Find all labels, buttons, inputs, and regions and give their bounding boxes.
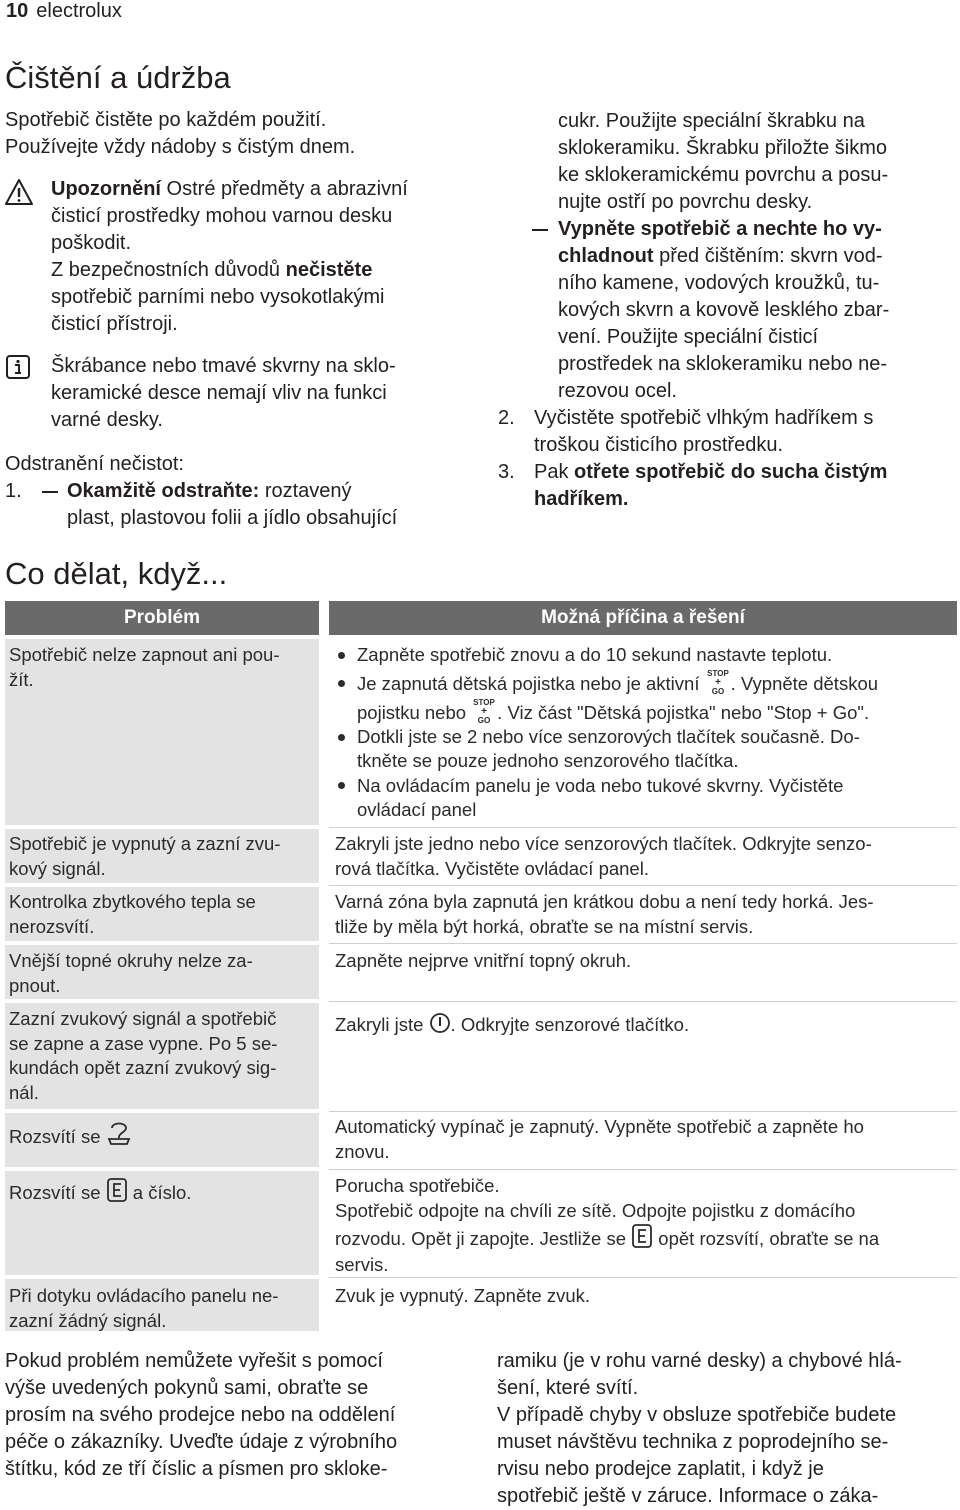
info-text: varné desky. [51,409,163,431]
solution-line: Porucha spotřebiče. [335,1175,500,1196]
problem-line: žít. [9,668,34,690]
solution-line: Je zapnutá dětská pojistka nebo je aktivní [357,672,705,694]
footer-line: prosím na svého prodejce nebo na oddělení [5,1404,396,1426]
step-1-emphasis: Vypněte spotřebič a nechte ho vy- [558,218,882,240]
problem-line: pnout. [9,974,61,996]
warning-label: Upozornění [51,178,161,200]
step-1-continued [558,108,889,405]
warning-note [51,176,408,338]
step-1-line: plast, plastovou folii a jídlo obsahující [67,507,398,529]
row-divider [329,827,957,828]
step-2-line: troškou čisticího prostředku. [534,434,783,456]
problem-line: nerozsvítí. [9,915,95,937]
info-icon [6,355,30,379]
power-icon [429,1011,451,1035]
problem-line: Spotřebič nelze zapnout ani pou- [9,644,280,665]
problem-line: zazní žádný signál. [9,1309,167,1331]
error-e-icon [631,1223,653,1249]
step-1-line: prostředek na sklokeramiku nebo ne- [558,353,888,375]
problem-line: Kontrolka zbytkového tepla se [9,891,256,912]
step-3-emphasis: hadříkem. [534,488,629,510]
step-1-text [67,478,397,532]
solution-cell [335,890,874,939]
solution-line: Spotřebič odpojte na chvíli ze sítě. Odpojte pojistku z domácího [335,1199,856,1221]
stop-go-icon [705,668,731,696]
solution-cell [335,1115,864,1164]
step-1-line: před čištěním: skvrn vod- [653,245,883,267]
section-title-cleaning: Čištění a údržba [5,60,231,95]
auto-off-display-icon [106,1119,132,1147]
brand-name: electrolux [36,0,122,22]
footer-line: V případě chyby v obsluze spotřebiče budete [497,1404,897,1426]
solution-line: Zapněte spotřebič znovu a do 10 sekund nastavte teplotu. [357,644,833,665]
solution-line: Varná zóna byla zapnutá jen krátkou dobu a není tedy horká. Jes- [335,891,874,912]
step-3-number: 3. [498,461,515,483]
stop-go-icon [471,697,497,725]
problem-line: Rozsvítí se [9,1182,106,1203]
solution-line: tkněte se pouze jednoho senzorového tlačítka. [357,750,739,771]
solution-cell [335,949,631,974]
footer-right-text [497,1348,902,1510]
solution-line: . Odkryjte senzorové tlačítko. [450,1014,690,1035]
warning-emphasis: nečistěte [285,259,373,281]
step-1-emphasis: Okamžitě odstraňte: [67,480,260,502]
warning-icon [4,178,34,206]
solution-line: opět rozsvítí, obraťte se na [653,1228,880,1249]
problem-line: Vnější topné okruhy nelze za- [9,950,253,971]
solution-line: Na ovládacím panelu je voda nebo tukové skvrny. Vyčistěte [357,774,844,796]
solution-line: Zapněte nejprve vnitřní topný okruh. [335,950,632,971]
solution-line: pojistku nebo [357,701,472,723]
footer-line: štítku, kód ze tří číslic a písmen pro skloke- [5,1458,388,1480]
info-text: keramické desce nemají vliv na funkci [51,382,387,404]
section-title-troubleshooting: Co dělat, když... [5,556,228,591]
solution-cell [357,643,957,823]
warning-text: poškodit. [51,232,132,254]
problem-cell [9,890,256,939]
step-1-line: vení. Použijte speciální čisticí [558,326,819,348]
page-number: 10 [6,0,29,22]
cleaning-intro [5,107,355,161]
solution-line: Zakryli jste [335,1014,429,1035]
warning-text: spotřebič parními nebo vysokotlakými [51,286,385,308]
step-1-line: nujte ostří po povrchu desky. [558,191,813,213]
step-1-line: roztavený [259,480,352,502]
stop-go-bottom: GO [711,686,724,696]
info-note [51,353,396,434]
warning-text: Z bezpečnostních důvodů [51,259,286,281]
step-2-line: Vyčistěte spotřebič vlhkým hadříkem s [534,407,874,429]
solution-line: . Viz část "Dětská pojistka" nebo "Stop + Go". [497,701,870,723]
error-e-icon [106,1177,128,1203]
footer-left-text [5,1348,397,1483]
step-2-number: 2. [498,407,515,429]
dash-bullet [42,491,58,493]
problem-line: nál. [9,1081,39,1103]
step-1-line: rezovou ocel. [558,380,677,402]
column-header-solution: Možná příčina a řešení [329,601,957,635]
problem-line: Při dotyku ovládacího panelu ne- [9,1285,279,1306]
stop-go-top: STOP [706,668,729,678]
solution-line: Zakryli jste jedno nebo více senzorových tlačítek. Odkryjte senzo- [335,833,872,854]
footer-line: šení, které svítí. [497,1377,639,1399]
step-1-line: ke sklokeramickému povrchu a posu- [558,164,889,186]
problem-cell [9,643,280,692]
step-1-line: ního kamene, vodových kroužků, tu- [558,272,880,294]
intro-line: Používejte vždy nádoby s čistým dnem. [5,136,356,158]
bullet [338,782,345,789]
solution-line: Dotkli jste se 2 nebo více senzorových tlačítek současně. Do- [357,725,860,747]
step-1-line: cukr. Použijte speciální škrabku na [558,110,865,132]
row-divider [329,885,957,886]
problem-cell [9,949,253,998]
removal-heading: Odstranění nečistot: [5,453,184,475]
solution-line: znovu. [335,1140,390,1162]
stop-go-plus: + [481,705,488,717]
row-divider [329,1111,957,1112]
step-3-line: Pak [534,461,575,483]
problem-line: se zapne a zase vypne. Po 5 se- [9,1032,278,1054]
solution-line: rová tlačítka. Vyčistěte ovládací panel. [335,857,649,879]
intro-line: Spotřebič čistěte po každém použití. [5,109,327,131]
bullet [338,734,345,741]
dash-bullet [532,229,548,231]
solution-line: servis. [335,1254,389,1275]
bullet [338,680,345,687]
stop-go-plus: + [714,676,721,688]
step-1-line: kových skvrn a kovově lesklého zbar- [558,299,890,321]
problem-cell [9,1007,277,1105]
problem-line: a číslo. [127,1182,192,1203]
solution-line: Zvuk je vypnutý. Zapněte zvuk. [335,1285,591,1306]
step-1-emphasis: chladnout [558,245,654,267]
page-header [6,0,122,23]
solution-cell [335,832,872,881]
footer-line: spotřebič ještě v záruce. Informace o záka- [497,1485,879,1507]
problem-line: Spotřebič je vypnutý a zazní zvu- [9,833,281,854]
step-3-text [534,459,887,513]
footer-line: rvisu nebo prodejce zaplatit, i když je [497,1458,824,1480]
solution-line: rozvodu. Opět ji zapojte. Jestliže se [335,1228,632,1249]
warning-text: Ostré předměty a abrazivní [161,178,408,200]
solution-line: tliže by měla být horká, obraťte se na místní servis. [335,915,754,937]
problem-cell [9,1284,278,1333]
problem-line: Zazní zvukový signál a spotřebič [9,1008,277,1029]
footer-line: ramiku (je v rohu varné desky) a chybové hlá- [497,1350,902,1372]
solution-cell [335,1174,955,1278]
warning-text: čisticí přístroji. [51,313,178,335]
bullet [338,652,345,659]
problem-cell [9,1177,191,1206]
solution-line: . Vypněte dětskou [730,672,879,694]
problem-cell [9,832,280,881]
step-1-number: 1. [5,480,22,502]
step-1-line: sklokeramiku. Škrabku přiložte šikmo [558,137,887,159]
warning-text: čisticí prostředky mohou varnou desku [51,205,393,227]
problem-line: Rozsvítí se [9,1126,106,1147]
solution-cell [335,1284,590,1309]
step-2-text [534,405,873,459]
solution-line: Automatický vypínač je zapnutý. Vypněte spotřebič a zapněte ho [335,1116,864,1137]
stop-go-top: STOP [473,697,495,707]
footer-line: výše uvedených pokynů sami, obraťte se [5,1377,369,1399]
solution-line: ovládací panel [357,799,477,820]
problem-line: kundách opět zazní zvukový sig- [9,1057,277,1078]
step-3-emphasis: otřete spotřebič do sucha čistým [574,461,888,483]
footer-line: Pokud problém nemůžete vyřešit s pomocí [5,1350,383,1372]
row-divider [329,1169,957,1170]
problem-line: kový signál. [9,857,106,879]
row-divider [329,1001,957,1002]
problem-cell [9,1119,132,1150]
footer-line: muset návštěvu technika z poprodejního se- [497,1431,889,1453]
row-divider [329,943,957,944]
info-text: Škrábance nebo tmavé skvrny na sklo- [51,355,396,377]
footer-line: péče o zákazníky. Uveďte údaje z výrobního [5,1431,398,1453]
stop-go-bottom: GO [477,715,491,725]
solution-cell [335,1011,689,1038]
column-header-problem: Problém [5,601,319,635]
